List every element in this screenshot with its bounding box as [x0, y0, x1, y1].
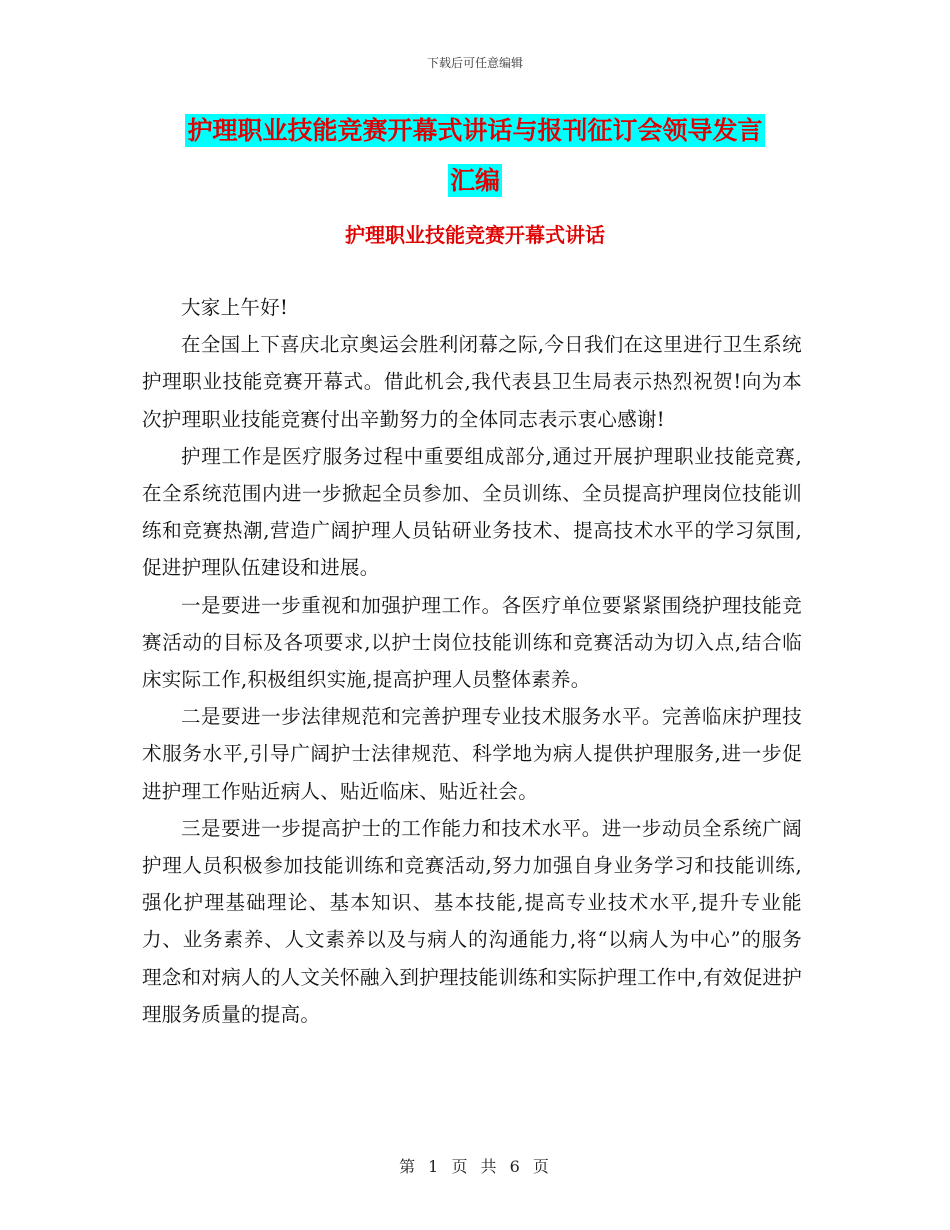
- header-note: 下载后可任意编辑: [426, 56, 523, 70]
- paragraph-greeting: 大家上午好!: [181, 296, 289, 319]
- paragraph: 二是要进一步法律规范和完善护理专业技术服务水平。完善临床护理技术服务水平,引导广阔护士法律规范、科学地为病人提供护理服务,进一步促进护理工作贴近病人、贴近临床、贴近社会。: [142, 705, 802, 803]
- document-title-line1: 护理职业技能竞赛开幕式讲话与报刊征订会领导发言: [187, 116, 763, 145]
- paragraph: 在全国上下喜庆北京奥运会胜利闭幕之际,今日我们在这里进行卫生系统护理职业技能竞赛开幕式。借此机会,我代表县卫生局表示热烈祝贺!向为本次护理职业技能竞赛付出辛勤努力的全体同志表示衷心感谢!: [142, 333, 802, 431]
- paragraph: 护理工作是医疗服务过程中重要组成部分,通过开展护理职业技能竞赛,在全系统范围内进一步掀起全员参加、全员训练、全员提高护理岗位技能训练和竞赛热潮,营造广阔护理人员钻研业务技术、提高技术水平的学习氛围,促进护理队伍建设和进展。: [142, 444, 802, 580]
- paragraph: 一是要进一步重视和加强护理工作。各医疗单位要紧紧围绕护理技能竞赛活动的目标及各项要求,以护士岗位技能训练和竞赛活动为切入点,结合临床实际工作,积极组织实施,提高护理人员整体素养。: [142, 593, 802, 692]
- document-title: [140, 106, 810, 206]
- paragraph: 三是要进一步提高护士的工作能力和技术水平。进一步动员全系统广阔护理人员积极参加技能训练和竞赛活动,努力加强自身业务学习和技能训练,强化护理基础理论、基本知识、基本技能,提高专业技术水平,提升专业能力、业务素养、人文素养以及与病人的沟通能力,将“以病人为中心”的服务理念和对病人的人文关怀融入到护理技能训练和实际护理工作中,有效促进护理服务质量的提高。: [142, 816, 802, 1026]
- document-title-line2: 汇编: [449, 166, 500, 195]
- page-number: 第 1 页 共 6 页: [399, 1157, 551, 1176]
- document-body: [142, 289, 802, 1033]
- section-title: 护理职业技能竞赛开幕式讲话: [345, 223, 605, 247]
